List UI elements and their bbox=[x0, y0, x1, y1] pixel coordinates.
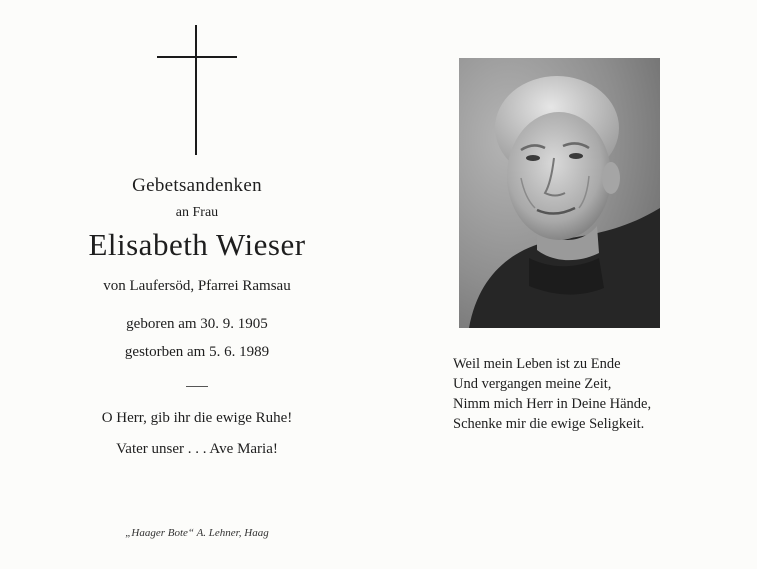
origin-parish: von Laufersöd, Pfarrei Ramsau bbox=[103, 278, 291, 294]
poem-line: Und vergangen meine Zeit, bbox=[453, 376, 612, 392]
vater-unser-text: Vater unser . . . Ave Maria! bbox=[116, 441, 278, 457]
cross-horizontal-bar bbox=[157, 56, 237, 58]
cross-icon bbox=[157, 25, 237, 155]
printer-credit: „Haager Bote“ A. Lehner, Haag bbox=[125, 527, 269, 539]
portrait-image bbox=[459, 58, 660, 328]
poem-line: Nimm mich Herr in Deine Hände, bbox=[453, 396, 652, 412]
poem-line: Weil mein Leben ist zu Ende bbox=[453, 356, 621, 372]
cross-vertical-bar bbox=[195, 25, 197, 155]
card-heading: Gebetsandenken bbox=[132, 175, 262, 196]
prayer-text: O Herr, gib ihr die ewige Ruhe! bbox=[101, 410, 293, 426]
birth-date: geboren am 30. 9. 1905 bbox=[126, 316, 268, 332]
divider-line bbox=[186, 386, 208, 387]
portrait-photo bbox=[459, 58, 660, 328]
salutation: an Frau bbox=[175, 205, 219, 220]
deceased-name: Elisabeth Wieser bbox=[88, 227, 306, 262]
death-date: gestorben am 5. 6. 1989 bbox=[124, 344, 270, 360]
poem bbox=[453, 354, 651, 434]
poem-line: Schenke mir die ewige Seligkeit. bbox=[453, 416, 645, 432]
